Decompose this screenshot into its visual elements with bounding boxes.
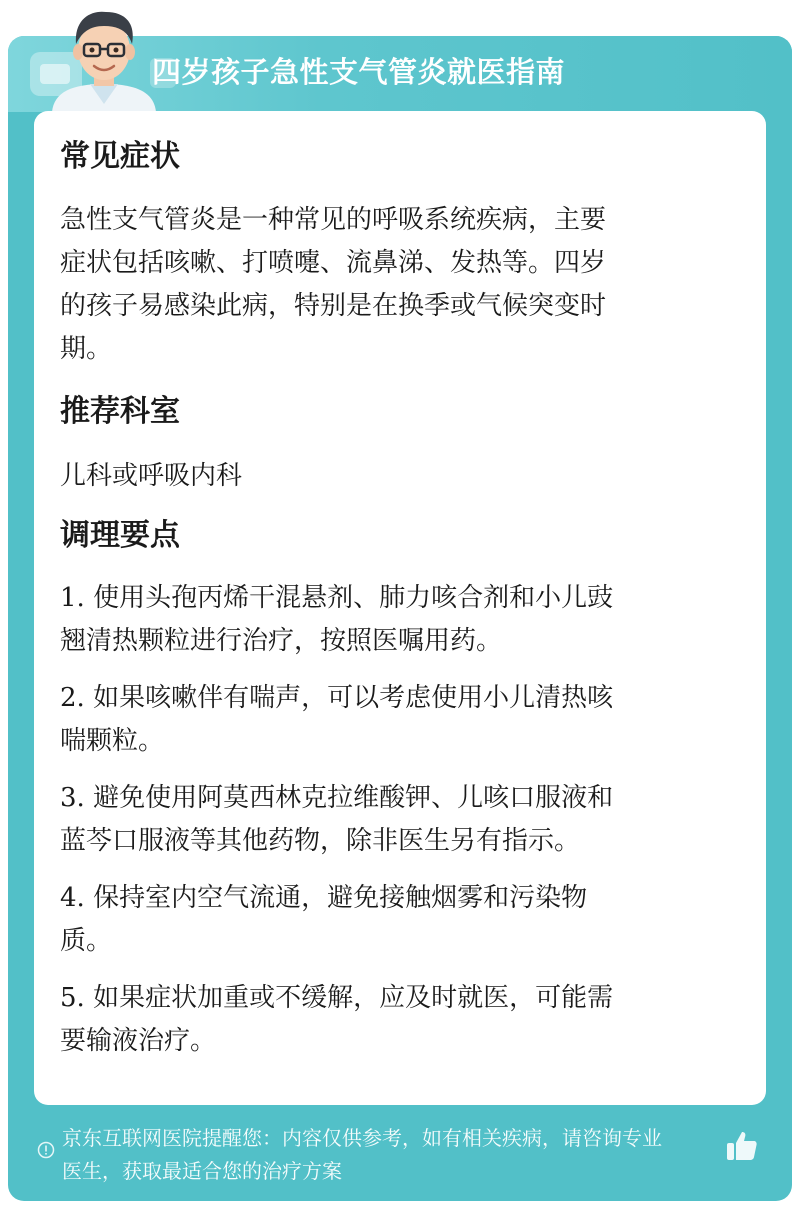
item-text: 翘清热颗粒进行治疗，按照医嘱用药。	[60, 626, 503, 656]
item-text: 使用头孢丙烯干混悬剂、肺力咳合剂和小儿豉	[84, 583, 614, 613]
info-icon	[37, 1141, 55, 1159]
section-care	[60, 512, 180, 560]
item-number: 1.	[60, 583, 85, 613]
thumbs-up-icon[interactable]	[724, 1128, 760, 1164]
item-text: 避免使用阿莫西林克拉维酸钾、儿咳口服液和	[84, 783, 614, 813]
paragraph-line: 儿科或呼吸内科	[60, 461, 243, 491]
section-symptoms	[60, 133, 180, 181]
section-heading: 推荐科室	[60, 394, 180, 429]
item-text: 要输液治疗。	[60, 1026, 217, 1056]
item-number: 3.	[60, 783, 85, 813]
list-item	[60, 577, 750, 663]
item-number: 5.	[60, 983, 85, 1013]
department-text	[60, 455, 242, 498]
section-heading: 常见症状	[60, 139, 180, 174]
paragraph-line: 急性支气管炎是一种常见的呼吸系统疾病，主要	[60, 205, 607, 235]
disclaimer-line: 医生，获取最适合您的治疗方案	[62, 1159, 342, 1183]
disclaimer-line: 京东互联网医院提醒您：内容仅供参考，如有相关疾病，请咨询专业	[62, 1126, 662, 1150]
disclaimer	[62, 1122, 728, 1188]
item-text: 如果咳嗽伴有喘声，可以考虑使用小儿清热咳	[84, 683, 614, 713]
content-card	[34, 111, 766, 1105]
item-number: 4.	[60, 883, 85, 913]
item-text: 喘颗粒。	[60, 726, 165, 756]
section-department	[60, 388, 180, 436]
care-list	[60, 577, 750, 1063]
item-text: 如果症状加重或不缓解，应及时就医，可能需	[84, 983, 614, 1013]
item-text: 质。	[60, 926, 113, 956]
list-item	[60, 977, 750, 1063]
paragraph-line: 症状包括咳嗽、打喷嚏、流鼻涕、发热等。四岁	[60, 248, 607, 278]
list-item	[60, 677, 750, 763]
list-item	[60, 777, 750, 863]
page-title: 四岁孩子急性支气管炎就医指南	[152, 55, 566, 89]
item-number: 2.	[60, 683, 85, 713]
symptoms-text	[60, 199, 750, 371]
doctor-avatar	[44, 0, 164, 112]
list-item	[60, 877, 750, 963]
item-text: 蓝芩口服液等其他药物，除非医生另有指示。	[60, 826, 581, 856]
paragraph-line: 期。	[60, 334, 113, 364]
section-heading: 调理要点	[60, 518, 180, 553]
item-text: 保持室内空气流通，避免接触烟雾和污染物	[84, 883, 588, 913]
paragraph-line: 的孩子易感染此病，特别是在换季或气候突变时	[60, 291, 607, 321]
